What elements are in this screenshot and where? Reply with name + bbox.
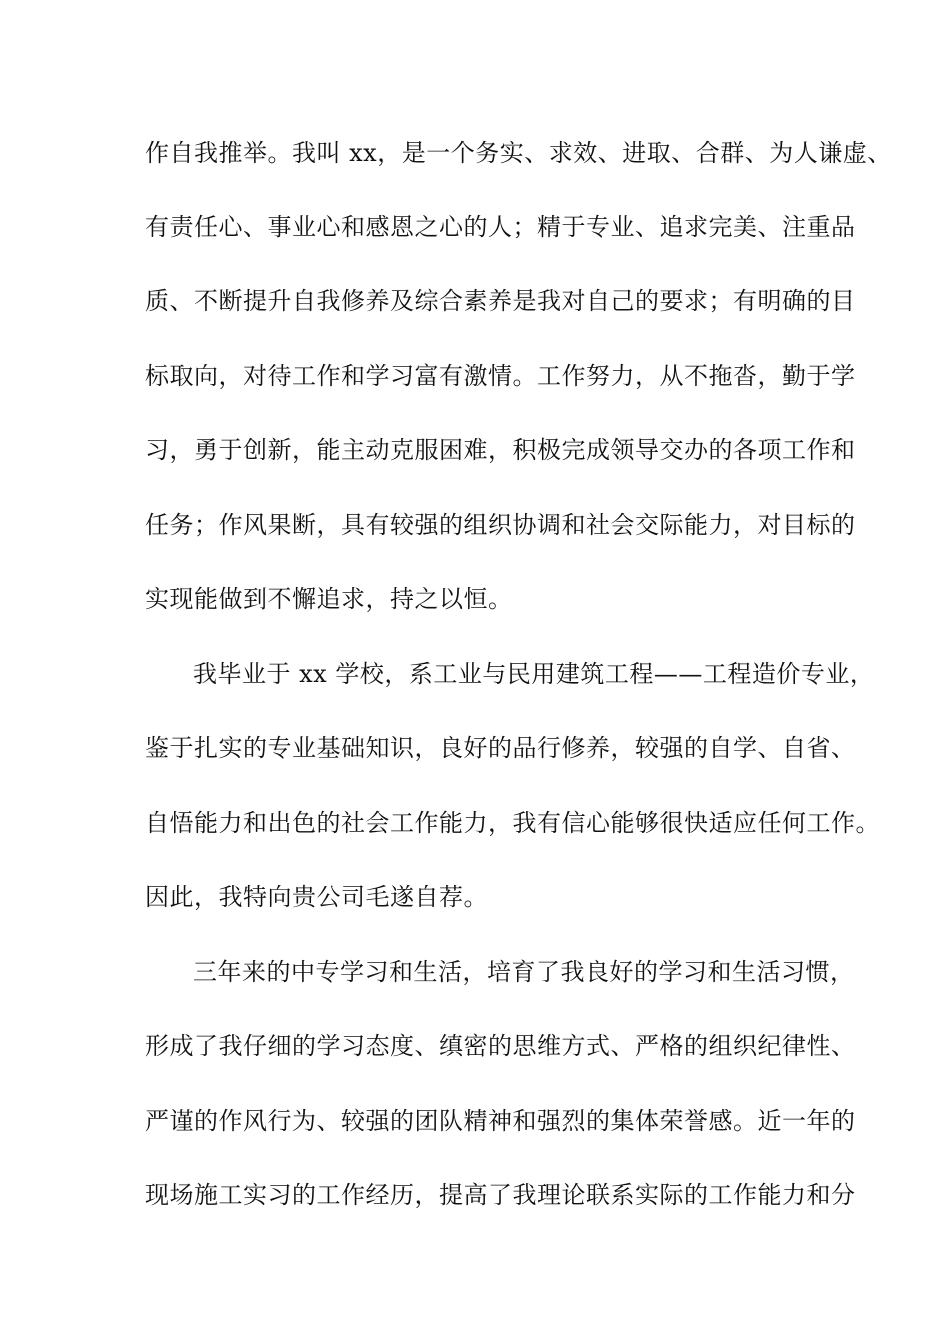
paragraph-line: 有责任心、事业心和感恩之心的人；精于专业、追求完美、注重品: [145, 213, 856, 241]
paragraph-first-line: 三年来的中专学习和生活，培育了我良好的学习和生活习惯，: [193, 958, 855, 986]
paragraph-line: 因此，我特向贵公司毛遂自荐。: [145, 883, 488, 911]
paragraph-line: 质、不断提升自我修养及综合素养是我对自己的要求；有明确的目: [145, 287, 856, 315]
paragraph-line: 作自我推举。我叫 xx，是一个务实、求效、进取、合群、为人谦虚、: [145, 139, 892, 167]
paragraph-line: 形成了我仔细的学习态度、缜密的思维方式、严格的组织纪律性、: [145, 1032, 856, 1060]
paragraph-line: 自悟能力和出色的社会工作能力，我有信心能够很快适应任何工作。: [145, 809, 880, 837]
paragraph-line: 任务；作风果断，具有较强的组织协调和社会交际能力，对目标的: [145, 511, 856, 539]
paragraph-line: 标取向，对待工作和学习富有激情。工作努力，从不拖沓，勤于学: [145, 362, 856, 390]
paragraph-first-line: 我毕业于 xx 学校，系工业与民用建筑工程——工程造价专业，: [193, 660, 875, 688]
paragraph-line: 严谨的作风行为、较强的团队精神和强烈的集体荣誉感。近一年的: [145, 1107, 856, 1135]
paragraph-line: 现场施工实习的工作经历，提高了我理论联系实际的工作能力和分: [145, 1181, 856, 1209]
paragraph-line: 鉴于扎实的专业基础知识，良好的品行修养，较强的自学、自省、: [145, 734, 856, 762]
paragraph-line: 习，勇于创新，能主动克服困难，积极完成领导交办的各项工作和: [145, 436, 856, 464]
paragraph-line: 实现能做到不懈追求，持之以恒。: [145, 585, 513, 613]
